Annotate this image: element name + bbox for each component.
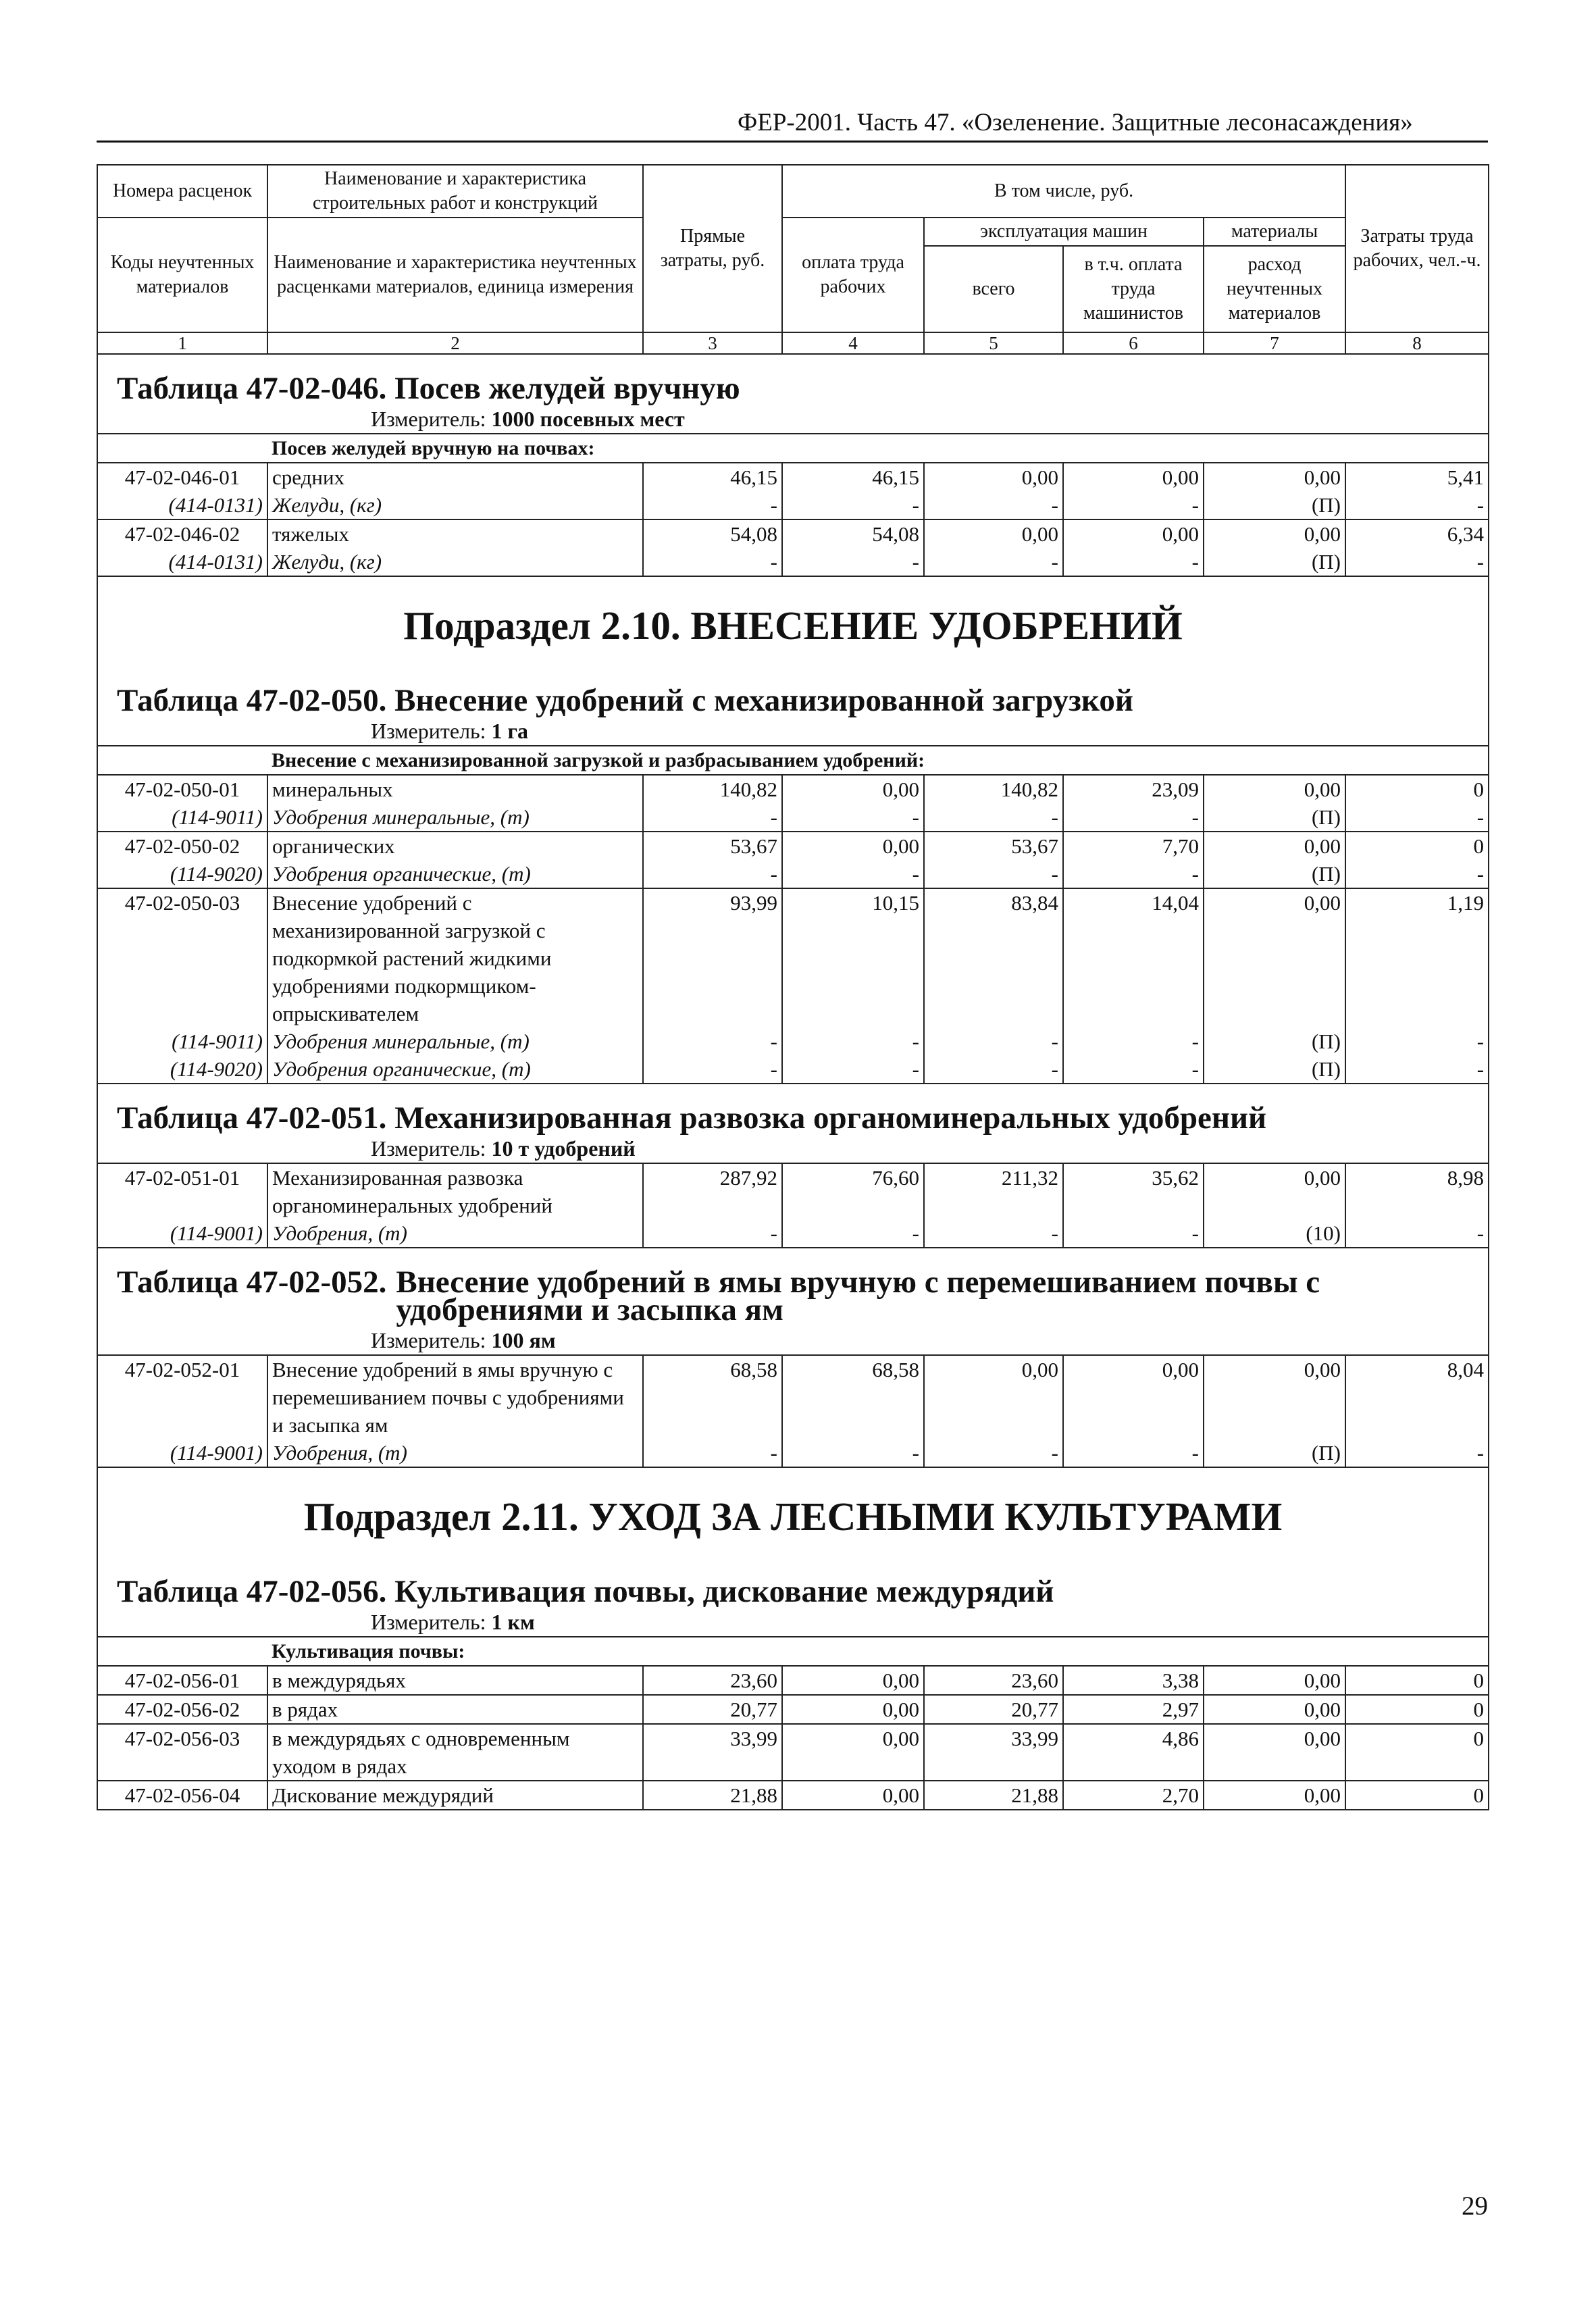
- row-wages: -: [782, 491, 924, 519]
- row-labor: 0: [1345, 1695, 1489, 1724]
- row-machines: 21,88: [924, 1781, 1063, 1810]
- row-materials: 0,00: [1204, 1355, 1345, 1439]
- row-operators: -: [1063, 1055, 1204, 1084]
- row-wages: -: [782, 1027, 924, 1055]
- hdr-num: 7: [1204, 332, 1345, 354]
- row-operators: 7,70: [1063, 832, 1204, 860]
- row-operators: 4,86: [1063, 1724, 1204, 1781]
- row-name: в междурядьях: [267, 1666, 643, 1695]
- row-materials: 0,00: [1204, 1724, 1345, 1781]
- row-code: 47-02-050-03: [97, 888, 267, 1027]
- row-operators: -: [1063, 860, 1204, 888]
- measure: [97, 1327, 1489, 1355]
- hdr-num: 6: [1063, 332, 1204, 354]
- row-materials: 0,00: [1204, 775, 1345, 803]
- header-rule: [97, 141, 1488, 143]
- measure: [97, 1135, 1489, 1163]
- row-operators: 35,62: [1063, 1163, 1204, 1219]
- hdr-col3: Прямые затраты, руб.: [643, 165, 782, 332]
- row-wages: 0,00: [782, 1695, 924, 1724]
- row-wages: 0,00: [782, 1781, 924, 1810]
- row-operators: -: [1063, 1219, 1204, 1248]
- hdr-col5: всего: [924, 246, 1063, 332]
- row-wages: -: [782, 1439, 924, 1467]
- row-wages: 54,08: [782, 519, 924, 548]
- row-name: Удобрения органические, (т): [267, 860, 643, 888]
- row-direct: -: [643, 1219, 782, 1248]
- row-code: 47-02-046-01: [97, 463, 267, 491]
- row-name: Дискование междурядий: [267, 1781, 643, 1810]
- row-name: Удобрения минеральные, (т): [267, 1027, 643, 1055]
- row-code: 47-02-046-02: [97, 519, 267, 548]
- measure: [97, 1608, 1489, 1637]
- hdr-materials: материалы: [1204, 218, 1345, 246]
- subsection-title: Подраздел 2.11. УХОД ЗА ЛЕСНЫМИ КУЛЬТУРАМИ: [97, 1467, 1489, 1558]
- table-title: [97, 1558, 1489, 1608]
- row-code: (414-0131): [97, 491, 267, 519]
- row-direct: -: [643, 803, 782, 832]
- row-wages: 0,00: [782, 775, 924, 803]
- row-labor: 8,98: [1345, 1163, 1489, 1219]
- row-materials: (П): [1204, 491, 1345, 519]
- row-machines: 20,77: [924, 1695, 1063, 1724]
- row-labor: -: [1345, 1219, 1489, 1248]
- measure: [97, 405, 1489, 434]
- row-direct: 68,58: [643, 1355, 782, 1439]
- row-machines: -: [924, 1219, 1063, 1248]
- row-direct: -: [643, 548, 782, 576]
- row-code: 47-02-056-01: [97, 1666, 267, 1695]
- row-code: (414-0131): [97, 548, 267, 576]
- row-labor: -: [1345, 1439, 1489, 1467]
- row-machines: 0,00: [924, 1355, 1063, 1439]
- row-direct: 93,99: [643, 888, 782, 1027]
- row-labor: 5,41: [1345, 463, 1489, 491]
- table-name: Внесение удобрений в ямы вручную с перемешиванием почвы с удобрениями и засыпка ям: [396, 1265, 1320, 1327]
- row-labor: -: [1345, 491, 1489, 519]
- row-direct: 33,99: [643, 1724, 782, 1781]
- row-machines: 23,60: [924, 1666, 1063, 1695]
- row-name: Удобрения, (т): [267, 1439, 643, 1467]
- row-machines: 140,82: [924, 775, 1063, 803]
- table-title: [97, 1084, 1489, 1135]
- measure-value: 1000 посевных мест: [491, 407, 685, 431]
- row-name: минеральных: [267, 775, 643, 803]
- hdr-num: 3: [643, 332, 782, 354]
- row-direct: 23,60: [643, 1666, 782, 1695]
- row-machines: 0,00: [924, 463, 1063, 491]
- row-machines: -: [924, 803, 1063, 832]
- row-materials: 0,00: [1204, 1163, 1345, 1219]
- row-name: Желуди, (кг): [267, 491, 643, 519]
- row-direct: -: [643, 1439, 782, 1467]
- row-materials: 0,00: [1204, 1781, 1345, 1810]
- measure: [97, 717, 1489, 746]
- row-code: 47-02-052-01: [97, 1355, 267, 1439]
- table-number: Таблица 47-02-056.: [117, 1574, 387, 1609]
- hdr-num: 2: [267, 332, 643, 354]
- row-name: в междурядьях с одновременным уходом в рядах: [267, 1724, 643, 1781]
- measure-label: Измеритель:: [371, 1328, 486, 1352]
- row-wages: 76,60: [782, 1163, 924, 1219]
- measure-label: Измеритель:: [371, 719, 486, 743]
- row-operators: 0,00: [1063, 463, 1204, 491]
- row-wages: 0,00: [782, 1666, 924, 1695]
- row-wages: -: [782, 803, 924, 832]
- row-materials: (П): [1204, 548, 1345, 576]
- row-code: 47-02-056-03: [97, 1724, 267, 1781]
- row-machines: -: [924, 1027, 1063, 1055]
- row-machines: 0,00: [924, 519, 1063, 548]
- hdr-col4: оплата труда рабочих: [782, 218, 924, 332]
- row-wages: -: [782, 860, 924, 888]
- row-direct: 140,82: [643, 775, 782, 803]
- row-name: Внесение удобрений в ямы вручную с перемешиванием почвы с удобрениями и засыпка ям: [267, 1355, 643, 1439]
- row-materials: 0,00: [1204, 832, 1345, 860]
- table-number: Таблица 47-02-046.: [117, 371, 387, 406]
- row-labor: 0: [1345, 832, 1489, 860]
- row-materials: (П): [1204, 1055, 1345, 1084]
- row-direct: -: [643, 1055, 782, 1084]
- hdr-col2-top: Наименование и характеристика строительных работ и конструкций: [267, 165, 643, 218]
- row-operators: -: [1063, 1439, 1204, 1467]
- table-number: Таблица 47-02-051.: [117, 1100, 387, 1136]
- row-machines: 83,84: [924, 888, 1063, 1027]
- running-header: ФЕР-2001. Часть 47. «Озеленение. Защитные лесонасаждения»: [738, 109, 1413, 136]
- row-name: Удобрения минеральные, (т): [267, 803, 643, 832]
- row-code: (114-9020): [97, 1055, 267, 1084]
- row-code: 47-02-056-04: [97, 1781, 267, 1810]
- row-materials: 0,00: [1204, 1695, 1345, 1724]
- row-name: в рядах: [267, 1695, 643, 1724]
- hdr-num: 4: [782, 332, 924, 354]
- row-direct: -: [643, 1027, 782, 1055]
- hdr-num: 5: [924, 332, 1063, 354]
- group-heading: Внесение с механизированной загрузкой и разбрасыванием удобрений:: [267, 746, 1489, 775]
- row-materials: 0,00: [1204, 463, 1345, 491]
- measure-value: 1 км: [491, 1610, 535, 1634]
- hdr-machines: эксплуатация машин: [924, 218, 1204, 246]
- row-code: 47-02-051-01: [97, 1163, 267, 1219]
- row-direct: 287,92: [643, 1163, 782, 1219]
- row-operators: 23,09: [1063, 775, 1204, 803]
- row-code: (114-9020): [97, 860, 267, 888]
- row-direct: 53,67: [643, 832, 782, 860]
- row-materials: (П): [1204, 1439, 1345, 1467]
- row-materials: 0,00: [1204, 519, 1345, 548]
- row-name: Внесение удобрений с механизированной загрузкой с подкормкой растений жидкими удобрениями подкормщиком-опрыскивателем: [267, 888, 643, 1027]
- row-labor: -: [1345, 860, 1489, 888]
- row-operators: -: [1063, 1027, 1204, 1055]
- row-operators: 0,00: [1063, 1355, 1204, 1439]
- table-title: [97, 667, 1489, 717]
- row-machines: -: [924, 1055, 1063, 1084]
- row-machines: 211,32: [924, 1163, 1063, 1219]
- group-heading: Посев желудей вручную на почвах:: [267, 434, 1489, 463]
- row-wages: -: [782, 548, 924, 576]
- table-name: Механизированная развозка органоминеральных удобрений: [394, 1100, 1267, 1136]
- row-labor: -: [1345, 1055, 1489, 1084]
- row-name: органических: [267, 832, 643, 860]
- row-operators: 2,70: [1063, 1781, 1204, 1810]
- row-operators: -: [1063, 548, 1204, 576]
- row-wages: 0,00: [782, 1724, 924, 1781]
- hdr-col1-bottom: Коды неучтенных материалов: [97, 218, 267, 332]
- row-name: средних: [267, 463, 643, 491]
- row-labor: 0: [1345, 1666, 1489, 1695]
- row-machines: -: [924, 491, 1063, 519]
- row-name: тяжелых: [267, 519, 643, 548]
- row-machines: -: [924, 1439, 1063, 1467]
- row-labor: 0: [1345, 775, 1489, 803]
- hdr-col7: расход неучтенных материалов: [1204, 246, 1345, 332]
- row-direct: 54,08: [643, 519, 782, 548]
- hdr-group: В том числе, руб.: [782, 165, 1345, 218]
- row-direct: 20,77: [643, 1695, 782, 1724]
- hdr-num: 1: [97, 332, 267, 354]
- row-materials: (П): [1204, 1027, 1345, 1055]
- row-materials: (П): [1204, 860, 1345, 888]
- row-direct: 46,15: [643, 463, 782, 491]
- row-wages: -: [782, 1219, 924, 1248]
- row-wages: 0,00: [782, 832, 924, 860]
- subsection-title: Подраздел 2.10. ВНЕСЕНИЕ УДОБРЕНИЙ: [97, 576, 1489, 667]
- hdr-col1-top: Номера расценок: [97, 165, 267, 218]
- row-machines: -: [924, 548, 1063, 576]
- measure-label: Измеритель:: [371, 407, 486, 431]
- table-name: Культивация почвы, дискование междурядий: [394, 1574, 1054, 1609]
- row-machines: -: [924, 860, 1063, 888]
- row-labor: 0: [1345, 1724, 1489, 1781]
- row-name: Удобрения, (т): [267, 1219, 643, 1248]
- row-wages: 10,15: [782, 888, 924, 1027]
- table-title: [97, 354, 1489, 405]
- row-machines: 53,67: [924, 832, 1063, 860]
- measure-value: 1 га: [491, 719, 529, 743]
- table-title: [97, 1248, 1489, 1327]
- row-wages: -: [782, 1055, 924, 1084]
- row-labor: 1,19: [1345, 888, 1489, 1027]
- group-heading: Культивация почвы:: [267, 1637, 1489, 1666]
- row-operators: -: [1063, 491, 1204, 519]
- price-table: [97, 164, 1489, 1810]
- row-materials: (10): [1204, 1219, 1345, 1248]
- row-direct: -: [643, 860, 782, 888]
- row-code: 47-02-050-02: [97, 832, 267, 860]
- row-code: (114-9011): [97, 803, 267, 832]
- row-materials: 0,00: [1204, 1666, 1345, 1695]
- row-operators: -: [1063, 803, 1204, 832]
- measure-value: 10 т удобрений: [491, 1136, 636, 1161]
- row-machines: 33,99: [924, 1724, 1063, 1781]
- table-name: Посев желудей вручную: [394, 371, 740, 406]
- table-number: Таблица 47-02-052.: [117, 1265, 387, 1300]
- row-code: (114-9001): [97, 1219, 267, 1248]
- row-name: Желуди, (кг): [267, 548, 643, 576]
- row-code: (114-9011): [97, 1027, 267, 1055]
- table-name: Внесение удобрений с механизированной загрузкой: [394, 683, 1133, 718]
- row-code: 47-02-056-02: [97, 1695, 267, 1724]
- table-number: Таблица 47-02-050.: [117, 683, 387, 718]
- row-operators: 0,00: [1063, 519, 1204, 548]
- row-wages: 68,58: [782, 1355, 924, 1439]
- measure-label: Измеритель:: [371, 1610, 486, 1634]
- row-operators: 2,97: [1063, 1695, 1204, 1724]
- row-direct: -: [643, 491, 782, 519]
- page-number: 29: [1462, 2191, 1488, 2220]
- hdr-col6: в т.ч. оплата труда машинистов: [1063, 246, 1204, 332]
- row-labor: 0: [1345, 1781, 1489, 1810]
- hdr-col2-bottom: Наименование и характеристика неучтенных расценками материалов, единица измерения: [267, 218, 643, 332]
- row-operators: 14,04: [1063, 888, 1204, 1027]
- row-labor: -: [1345, 548, 1489, 576]
- row-name: Механизированная развозка органоминеральных удобрений: [267, 1163, 643, 1219]
- row-wages: 46,15: [782, 463, 924, 491]
- row-name: Удобрения органические, (т): [267, 1055, 643, 1084]
- measure-label: Измеритель:: [371, 1136, 486, 1161]
- row-labor: 6,34: [1345, 519, 1489, 548]
- row-code: 47-02-050-01: [97, 775, 267, 803]
- row-labor: -: [1345, 1027, 1489, 1055]
- row-code: (114-9001): [97, 1439, 267, 1467]
- row-direct: 21,88: [643, 1781, 782, 1810]
- row-operators: 3,38: [1063, 1666, 1204, 1695]
- hdr-num: 8: [1345, 332, 1489, 354]
- row-labor: 8,04: [1345, 1355, 1489, 1439]
- hdr-col8: Затраты труда рабочих, чел.-ч.: [1345, 165, 1489, 332]
- row-materials: (П): [1204, 803, 1345, 832]
- row-labor: -: [1345, 803, 1489, 832]
- row-materials: 0,00: [1204, 888, 1345, 1027]
- measure-value: 100 ям: [491, 1328, 556, 1352]
